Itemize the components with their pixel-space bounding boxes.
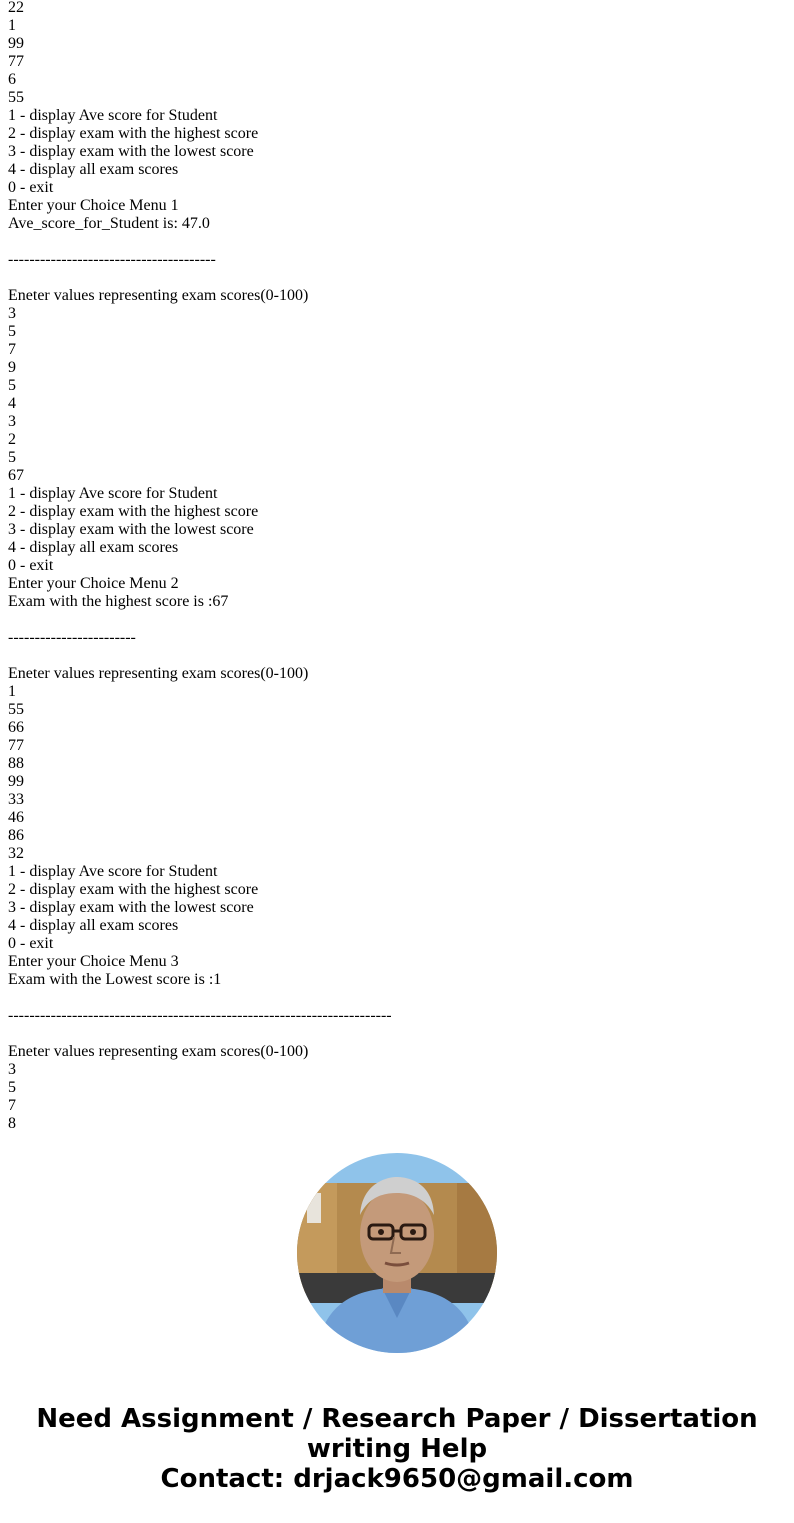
console-line: 1 - display Ave score for Student	[8, 485, 218, 502]
console-line	[8, 233, 392, 251]
console-line: 2 - display exam with the highest score	[8, 125, 259, 142]
console-line: 4 - display all exam scores	[8, 161, 179, 178]
console-line: Eneter values representing exam scores(0-100)	[8, 665, 309, 682]
console-line: 4	[8, 395, 16, 412]
console-line: 99	[8, 773, 24, 790]
console-line: 9	[8, 359, 16, 376]
console-line	[8, 989, 392, 1007]
console-line: 0 - exit	[8, 935, 54, 952]
console-line: Ave_score_for_Student is: 47.0	[8, 215, 210, 232]
console-line: 5	[8, 449, 16, 466]
console-line: Eneter values representing exam scores(0-100)	[8, 287, 309, 304]
console-line: 67	[8, 467, 24, 484]
avatar-photo	[297, 1153, 497, 1353]
console-line	[8, 1025, 392, 1043]
console-line: Enter your Choice Menu 2	[8, 575, 179, 592]
console-line: 3	[8, 1061, 16, 1078]
console-line: Exam with the Lowest score is :1	[8, 971, 222, 988]
promo-banner	[0, 1404, 794, 1494]
console-line: 3	[8, 305, 16, 322]
console-line: 3 - display exam with the lowest score	[8, 143, 254, 160]
console-line: 99	[8, 35, 24, 52]
console-line: 1 - display Ave score for Student	[8, 107, 218, 124]
console-line: 1 - display Ave score for Student	[8, 863, 218, 880]
console-line: 5	[8, 323, 16, 340]
console-line: 6	[8, 71, 16, 88]
console-line: 2	[8, 431, 16, 448]
console-line: 22	[8, 0, 24, 16]
promo-line-2: writing Help	[306, 1434, 488, 1464]
console-line: 77	[8, 737, 24, 754]
console-line: Eneter values representing exam scores(0-100)	[8, 1043, 309, 1060]
console-line: 2 - display exam with the highest score	[8, 503, 259, 520]
promo-line-1: Need Assignment / Research Paper / Dissertation	[36, 1404, 758, 1434]
author-avatar	[297, 1153, 497, 1353]
console-line: 0 - exit	[8, 557, 54, 574]
console-line: 4 - display all exam scores	[8, 539, 179, 556]
console-line: 1	[8, 683, 16, 700]
console-line: 1	[8, 17, 16, 34]
separator-line: ---------------------------------------	[8, 251, 216, 268]
console-line: 32	[8, 845, 24, 862]
console-line: 4 - display all exam scores	[8, 917, 179, 934]
console-line: 5	[8, 377, 16, 394]
console-line: 3 - display exam with the lowest score	[8, 899, 254, 916]
console-line: 88	[8, 755, 24, 772]
console-line: Exam with the highest score is :67	[8, 593, 229, 610]
console-line: 7	[8, 341, 16, 358]
promo-contact[interactable]: Contact: drjack9650@gmail.com	[160, 1464, 634, 1494]
console-output	[8, 0, 392, 1133]
console-line: 0 - exit	[8, 179, 54, 196]
console-line: 3	[8, 413, 16, 430]
console-line: 5	[8, 1079, 16, 1096]
console-line: 46	[8, 809, 24, 826]
console-line: 2 - display exam with the highest score	[8, 881, 259, 898]
console-line	[8, 647, 392, 665]
console-line: 55	[8, 701, 24, 718]
console-line: 55	[8, 89, 24, 106]
console-line: 33	[8, 791, 24, 808]
console-line: 8	[8, 1115, 16, 1132]
console-line: 86	[8, 827, 24, 844]
separator-line: ------------------------------------------------------------------------	[8, 1007, 392, 1024]
console-line: 7	[8, 1097, 16, 1114]
console-line: 77	[8, 53, 24, 70]
console-line: 3 - display exam with the lowest score	[8, 521, 254, 538]
separator-line: ------------------------	[8, 629, 136, 646]
console-line	[8, 269, 392, 287]
console-line: Enter your Choice Menu 3	[8, 953, 179, 970]
console-line: Enter your Choice Menu 1	[8, 197, 179, 214]
console-line	[8, 611, 392, 629]
console-line: 66	[8, 719, 24, 736]
